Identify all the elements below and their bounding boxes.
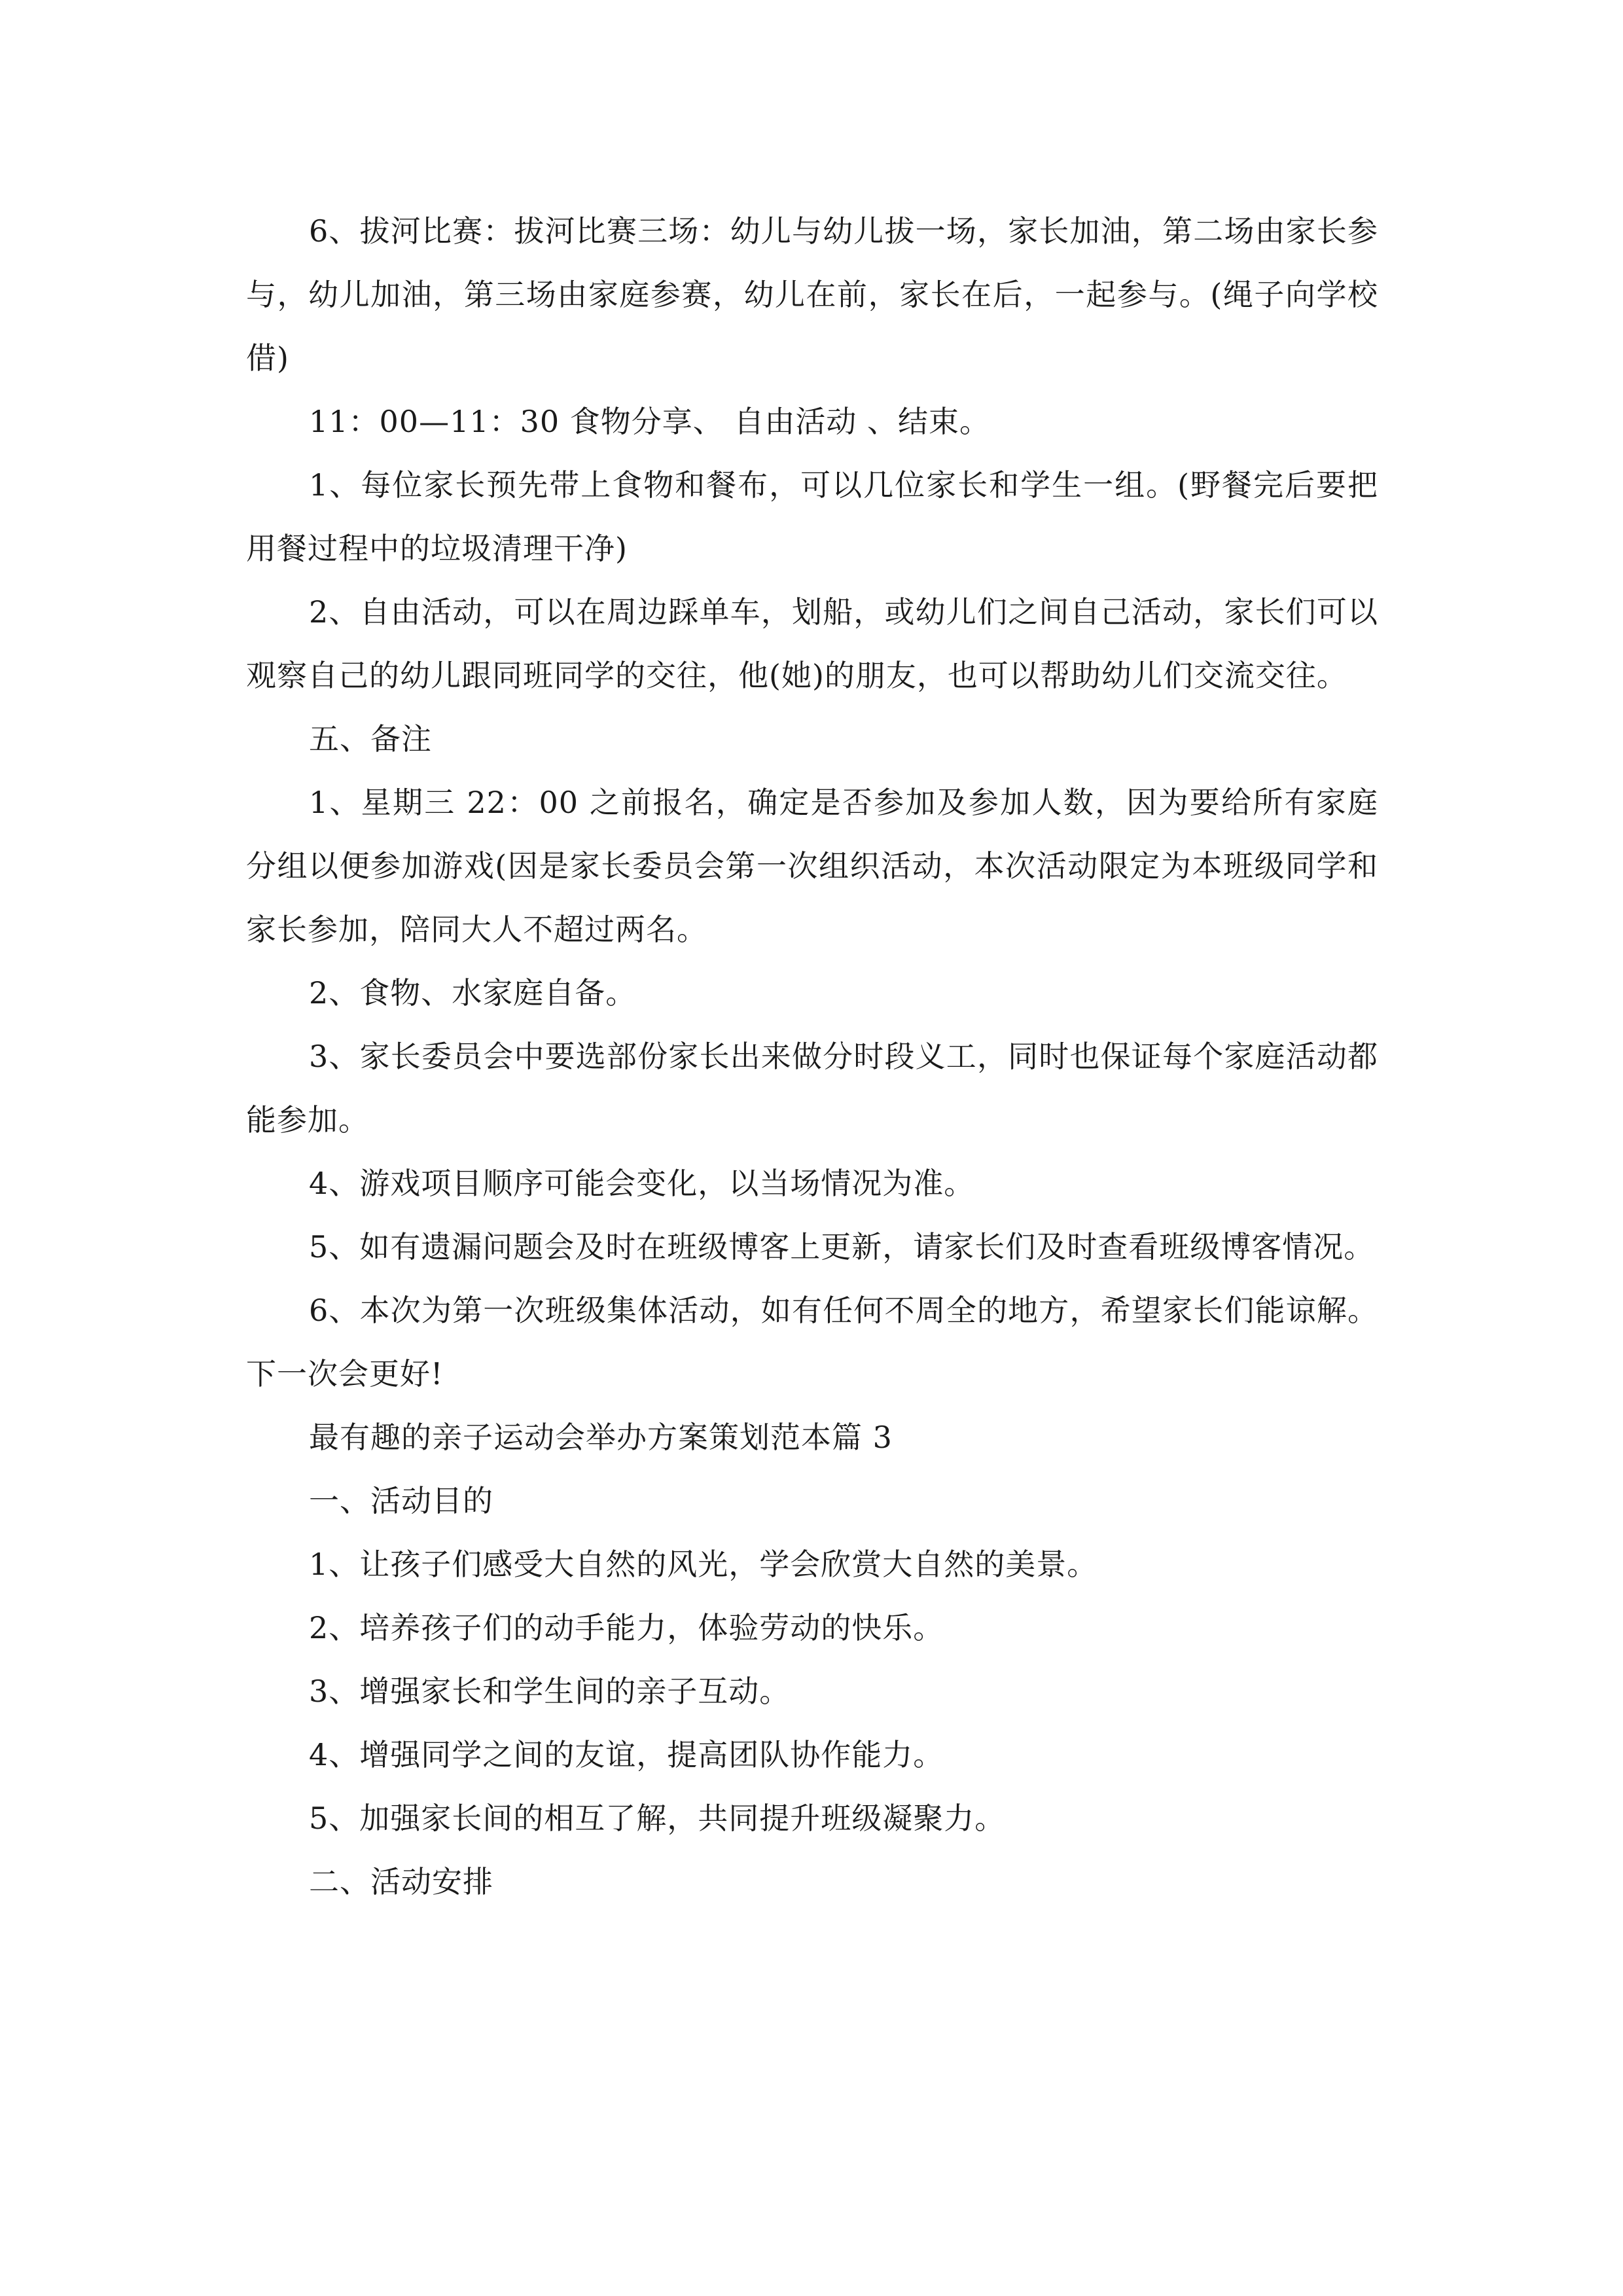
purpose-hands-on: 2、培养孩子们的动手能力，体验劳动的快乐。 [309, 1610, 944, 1645]
purpose-cohesion: 5、加强家长间的相互了解，共同提升班级凝聚力。 [309, 1801, 1006, 1836]
note-volunteers: 3、家长委员会中要选部份家长出来做分时段义工，同时也保证每个家庭活动都能参加。 [246, 1039, 1378, 1138]
purpose-friendship: 4、增强同学之间的友谊，提高团队协作能力。 [309, 1737, 944, 1772]
note-food-water: 2、食物、水家庭自备。 [309, 975, 637, 1011]
heading-notes: 五、备注 [309, 721, 432, 757]
note-game-order: 4、游戏项目顺序可能会变化，以当场情况为准。 [309, 1166, 975, 1201]
heading-activity-purpose: 一、活动目的 [309, 1483, 493, 1518]
paragraph-schedule-1100: 11：00—11：30 食物分享、 自由活动 、结束。 [309, 404, 990, 439]
section-title-plan-3: 最有趣的亲子运动会举办方案策划范本篇 3 [309, 1420, 893, 1455]
purpose-parent-child: 3、增强家长和学生间的亲子互动。 [309, 1674, 791, 1709]
note-blog-updates: 5、如有遗漏问题会及时在班级博客上更新，请家长们及时查看班级博客情况。 [309, 1229, 1375, 1265]
note-registration: 1、星期三 22：00 之前报名，确定是否参加及参加人数，因为要给所有家庭分组以便参加游戏(因是家长委员会第一次组织活动，本次活动限定为本班级同学和家长参加，陪同大人不超过两名。 [246, 785, 1378, 947]
paragraph-food-sharing: 1、每位家长预先带上食物和餐布，可以几位家长和学生一组。(野餐完后要把用餐过程中的垃圾清理干净) [246, 467, 1378, 566]
note-first-activity: 6、本次为第一次班级集体活动，如有任何不周全的地方，希望家长们能谅解。下一次会更好! [246, 1293, 1378, 1391]
paragraph-tug-of-war: 6、拔河比赛：拔河比赛三场：幼儿与幼儿拔一场，家长加油，第二场由家长参与，幼儿加油，第三场由家庭参赛，幼儿在前，家长在后，一起参与。(绳子向学校借) [246, 213, 1378, 376]
purpose-nature: 1、让孩子们感受大自然的风光，学会欣赏大自然的美景。 [309, 1547, 1098, 1582]
document-body [246, 200, 1378, 1914]
heading-activity-arrangement: 二、活动安排 [309, 1864, 493, 1899]
paragraph-free-activity: 2、自由活动，可以在周边踩单车，划船，或幼儿们之间自己活动，家长们可以观察自己的幼儿跟同班同学的交往，他(她)的朋友，也可以帮助幼儿们交流交往。 [246, 594, 1378, 693]
